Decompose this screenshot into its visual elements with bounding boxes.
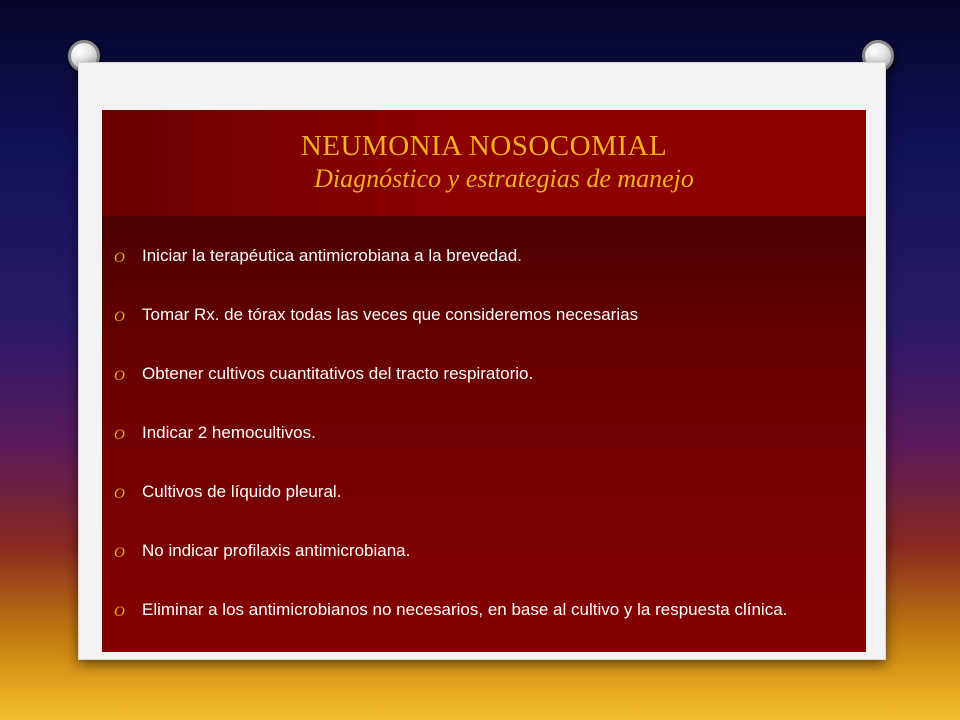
list-item-text: Cultivos de líquido pleural.: [142, 482, 342, 501]
bullet-icon: O: [114, 604, 125, 620]
list-item-text: Obtener cultivos cuantitativos del tracto respiratorio.: [142, 364, 534, 383]
list-item-text: Iniciar la terapéutica antimicrobiana a la brevedad.: [142, 246, 522, 265]
bullet-icon: O: [114, 368, 125, 384]
list-item: [114, 423, 846, 445]
list-item: [114, 600, 846, 622]
bullet-icon: O: [114, 427, 125, 443]
bullet-list: [102, 216, 866, 622]
content-panel: [102, 216, 866, 652]
list-item-text: Indicar 2 hemocultivos.: [142, 423, 316, 442]
list-item: [114, 246, 846, 268]
list-item: [114, 541, 846, 563]
bullet-icon: O: [114, 250, 125, 266]
bullet-icon: O: [114, 309, 125, 325]
slide-title: NEUMONIA NOSOCOMIAL: [300, 130, 668, 162]
list-item-text: Eliminar a los antimicrobianos no necesarios, en base al cultivo y la respuesta clínica.: [142, 600, 788, 619]
bullet-icon: O: [114, 486, 125, 502]
bullet-icon: O: [114, 545, 125, 561]
list-item-text: Tomar Rx. de tórax todas las veces que consideremos necesarias: [142, 305, 639, 324]
list-item: [114, 482, 846, 504]
slide-subtitle: Diagnóstico y estrategias de manejo: [314, 164, 694, 193]
list-item-text: No indicar profilaxis antimicrobiana.: [142, 541, 411, 560]
list-item: [114, 364, 846, 386]
title-bar: [102, 110, 866, 216]
list-item: [114, 305, 846, 327]
